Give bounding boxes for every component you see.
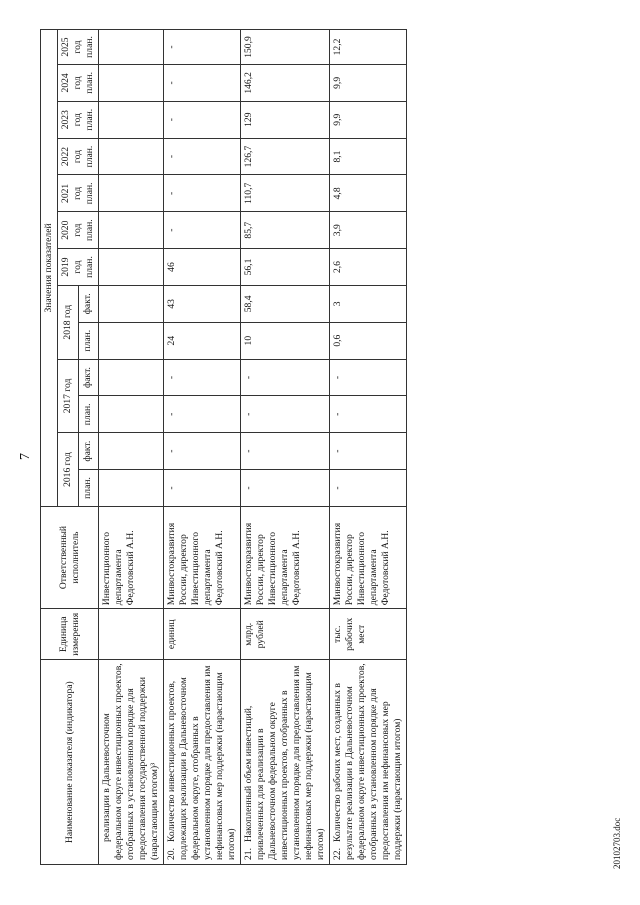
value-cell: 43 — [164, 285, 241, 322]
header-2020: 2020 год план. — [58, 212, 99, 249]
value-cell: 12,2 — [330, 30, 407, 65]
value-cell — [99, 64, 164, 101]
responsible-cell: Минвостокразвития России, директор Инвестиционного департамента Федотовский А.Н. — [241, 506, 330, 608]
value-cell: 150,9 — [241, 30, 330, 65]
value-cell: 110,7 — [241, 175, 330, 212]
value-cell: - — [330, 359, 407, 396]
value-cell: 85,7 — [241, 212, 330, 249]
header-name: Наименование показателя (индикатора) — [41, 660, 99, 865]
value-cell: 9,9 — [330, 64, 407, 101]
value-cell — [99, 212, 164, 249]
value-cell: - — [241, 359, 330, 396]
header-unit: Единица измерения — [41, 609, 99, 660]
indicator-name-cell — [164, 660, 241, 865]
value-cell — [99, 433, 164, 470]
value-cell: 4,8 — [330, 175, 407, 212]
table-row — [99, 30, 164, 865]
header-2025: 2025 год план. — [58, 30, 99, 65]
value-cell — [99, 470, 164, 507]
value-cell — [99, 396, 164, 433]
value-cell: 9,9 — [330, 101, 407, 138]
value-cell: 129 — [241, 101, 330, 138]
table-header — [41, 30, 99, 865]
table-row — [330, 30, 407, 865]
value-cell: - — [164, 175, 241, 212]
value-cell: 24 — [164, 322, 241, 359]
value-cell: - — [330, 396, 407, 433]
value-cell: - — [241, 470, 330, 507]
header-2024: 2024 год план. — [58, 64, 99, 101]
unit-cell: единиц — [164, 609, 241, 660]
value-cell — [99, 138, 164, 175]
value-cell — [99, 285, 164, 322]
header-2016: 2016 год — [58, 433, 79, 507]
indicator-name: реализации в Дальневосточном федеральном округе инвестиционных проектов, отобранных в установленном порядке для предоставления государственной поддержки (нарастающим итогом)³ — [101, 663, 160, 860]
indicator-name-cell — [99, 660, 164, 865]
value-cell: - — [164, 138, 241, 175]
value-cell: - — [164, 433, 241, 470]
value-cell: - — [164, 212, 241, 249]
value-cell — [99, 359, 164, 396]
header-2018: 2018 год — [58, 285, 79, 359]
value-cell: 146,2 — [241, 64, 330, 101]
row-number: 21. — [243, 848, 254, 860]
value-cell: 3,9 — [330, 212, 407, 249]
value-cell: - — [164, 101, 241, 138]
header-2017-plan: план. — [78, 396, 99, 433]
header-2022: 2022 год план. — [58, 138, 99, 175]
responsible-cell: Инвестиционного департамента Федотовский А.Н. — [99, 506, 164, 608]
value-cell: - — [164, 396, 241, 433]
value-cell: - — [330, 433, 407, 470]
value-cell: 0,6 — [330, 322, 407, 359]
value-cell: 8,1 — [330, 138, 407, 175]
value-cell: - — [330, 470, 407, 507]
value-cell: - — [164, 64, 241, 101]
unit-cell: тыс. рабочих мест — [330, 609, 407, 660]
indicator-name: Накопленный объем инвестиций, привлеченных для реализации в Дальневосточном федеральном округе инвестиционных проектов, отобранных в установленном порядке для предоставления им нефинансовых мер поддержки (нарастающим итогом) — [243, 665, 326, 860]
value-cell: - — [241, 396, 330, 433]
responsible-cell: Минвостокразвития России, директор Инвестиционного департамента Федотовский А.Н. — [330, 506, 407, 608]
table-row — [164, 30, 241, 865]
indicator-name-cell — [330, 660, 407, 865]
header-2016-plan: план. — [78, 470, 99, 507]
value-cell: 58,4 — [241, 285, 330, 322]
value-cell: - — [241, 433, 330, 470]
row-number: 20. — [166, 848, 177, 860]
value-cell: 2,6 — [330, 249, 407, 286]
indicator-name-cell — [241, 660, 330, 865]
table-body — [99, 30, 407, 865]
value-cell — [99, 322, 164, 359]
value-cell: - — [164, 470, 241, 507]
value-cell: 56,1 — [241, 249, 330, 286]
header-2018-fact: факт. — [78, 285, 99, 322]
row-number: 22. — [332, 848, 343, 860]
value-cell: - — [164, 359, 241, 396]
header-responsible: Ответственный исполнитель — [41, 506, 99, 608]
value-cell — [99, 101, 164, 138]
value-cell: - — [164, 30, 241, 65]
value-cell — [99, 175, 164, 212]
unit-cell: млрд. рублей — [241, 609, 330, 660]
value-cell — [99, 249, 164, 286]
header-2019: 2019 год план. — [58, 249, 99, 286]
value-cell: 126,7 — [241, 138, 330, 175]
header-2018-plan: план. — [78, 322, 99, 359]
responsible-cell: Минвостокразвития России, директор Инвестиционного департамента Федотовский А.Н. — [164, 506, 241, 608]
indicator-name: Количество рабочих мест, созданных в результате реализации в Дальневосточном федеральном округе инвестиционных проектов, отобранных в установленном порядке для предоставления им нефинансовых мер поддержки (нарастающим итогом) — [332, 663, 403, 860]
value-cell: 46 — [164, 249, 241, 286]
page-number: 7 — [18, 453, 33, 460]
indicator-name: Количество инвестиционных проектов, подлежащих реализации в Дальневосточном федеральном округе, отобранных в установленном порядке для предоставления им нефинансовых мер поддержки (нарастающим итогом) — [166, 665, 237, 860]
value-cell — [99, 30, 164, 65]
value-cell: 3 — [330, 285, 407, 322]
value-cell: 10 — [241, 322, 330, 359]
table-row — [241, 30, 330, 865]
footer-filename: 20102703.doc — [612, 817, 622, 869]
header-values-group: Значения показателей — [41, 30, 58, 507]
header-2017-fact: факт. — [78, 359, 99, 396]
header-2023: 2023 год план. — [58, 101, 99, 138]
header-2021: 2021 год план. — [58, 175, 99, 212]
header-2016-fact: факт. — [78, 433, 99, 470]
header-2017: 2017 год — [58, 359, 79, 433]
unit-cell — [99, 609, 164, 660]
indicators-table — [40, 29, 407, 865]
